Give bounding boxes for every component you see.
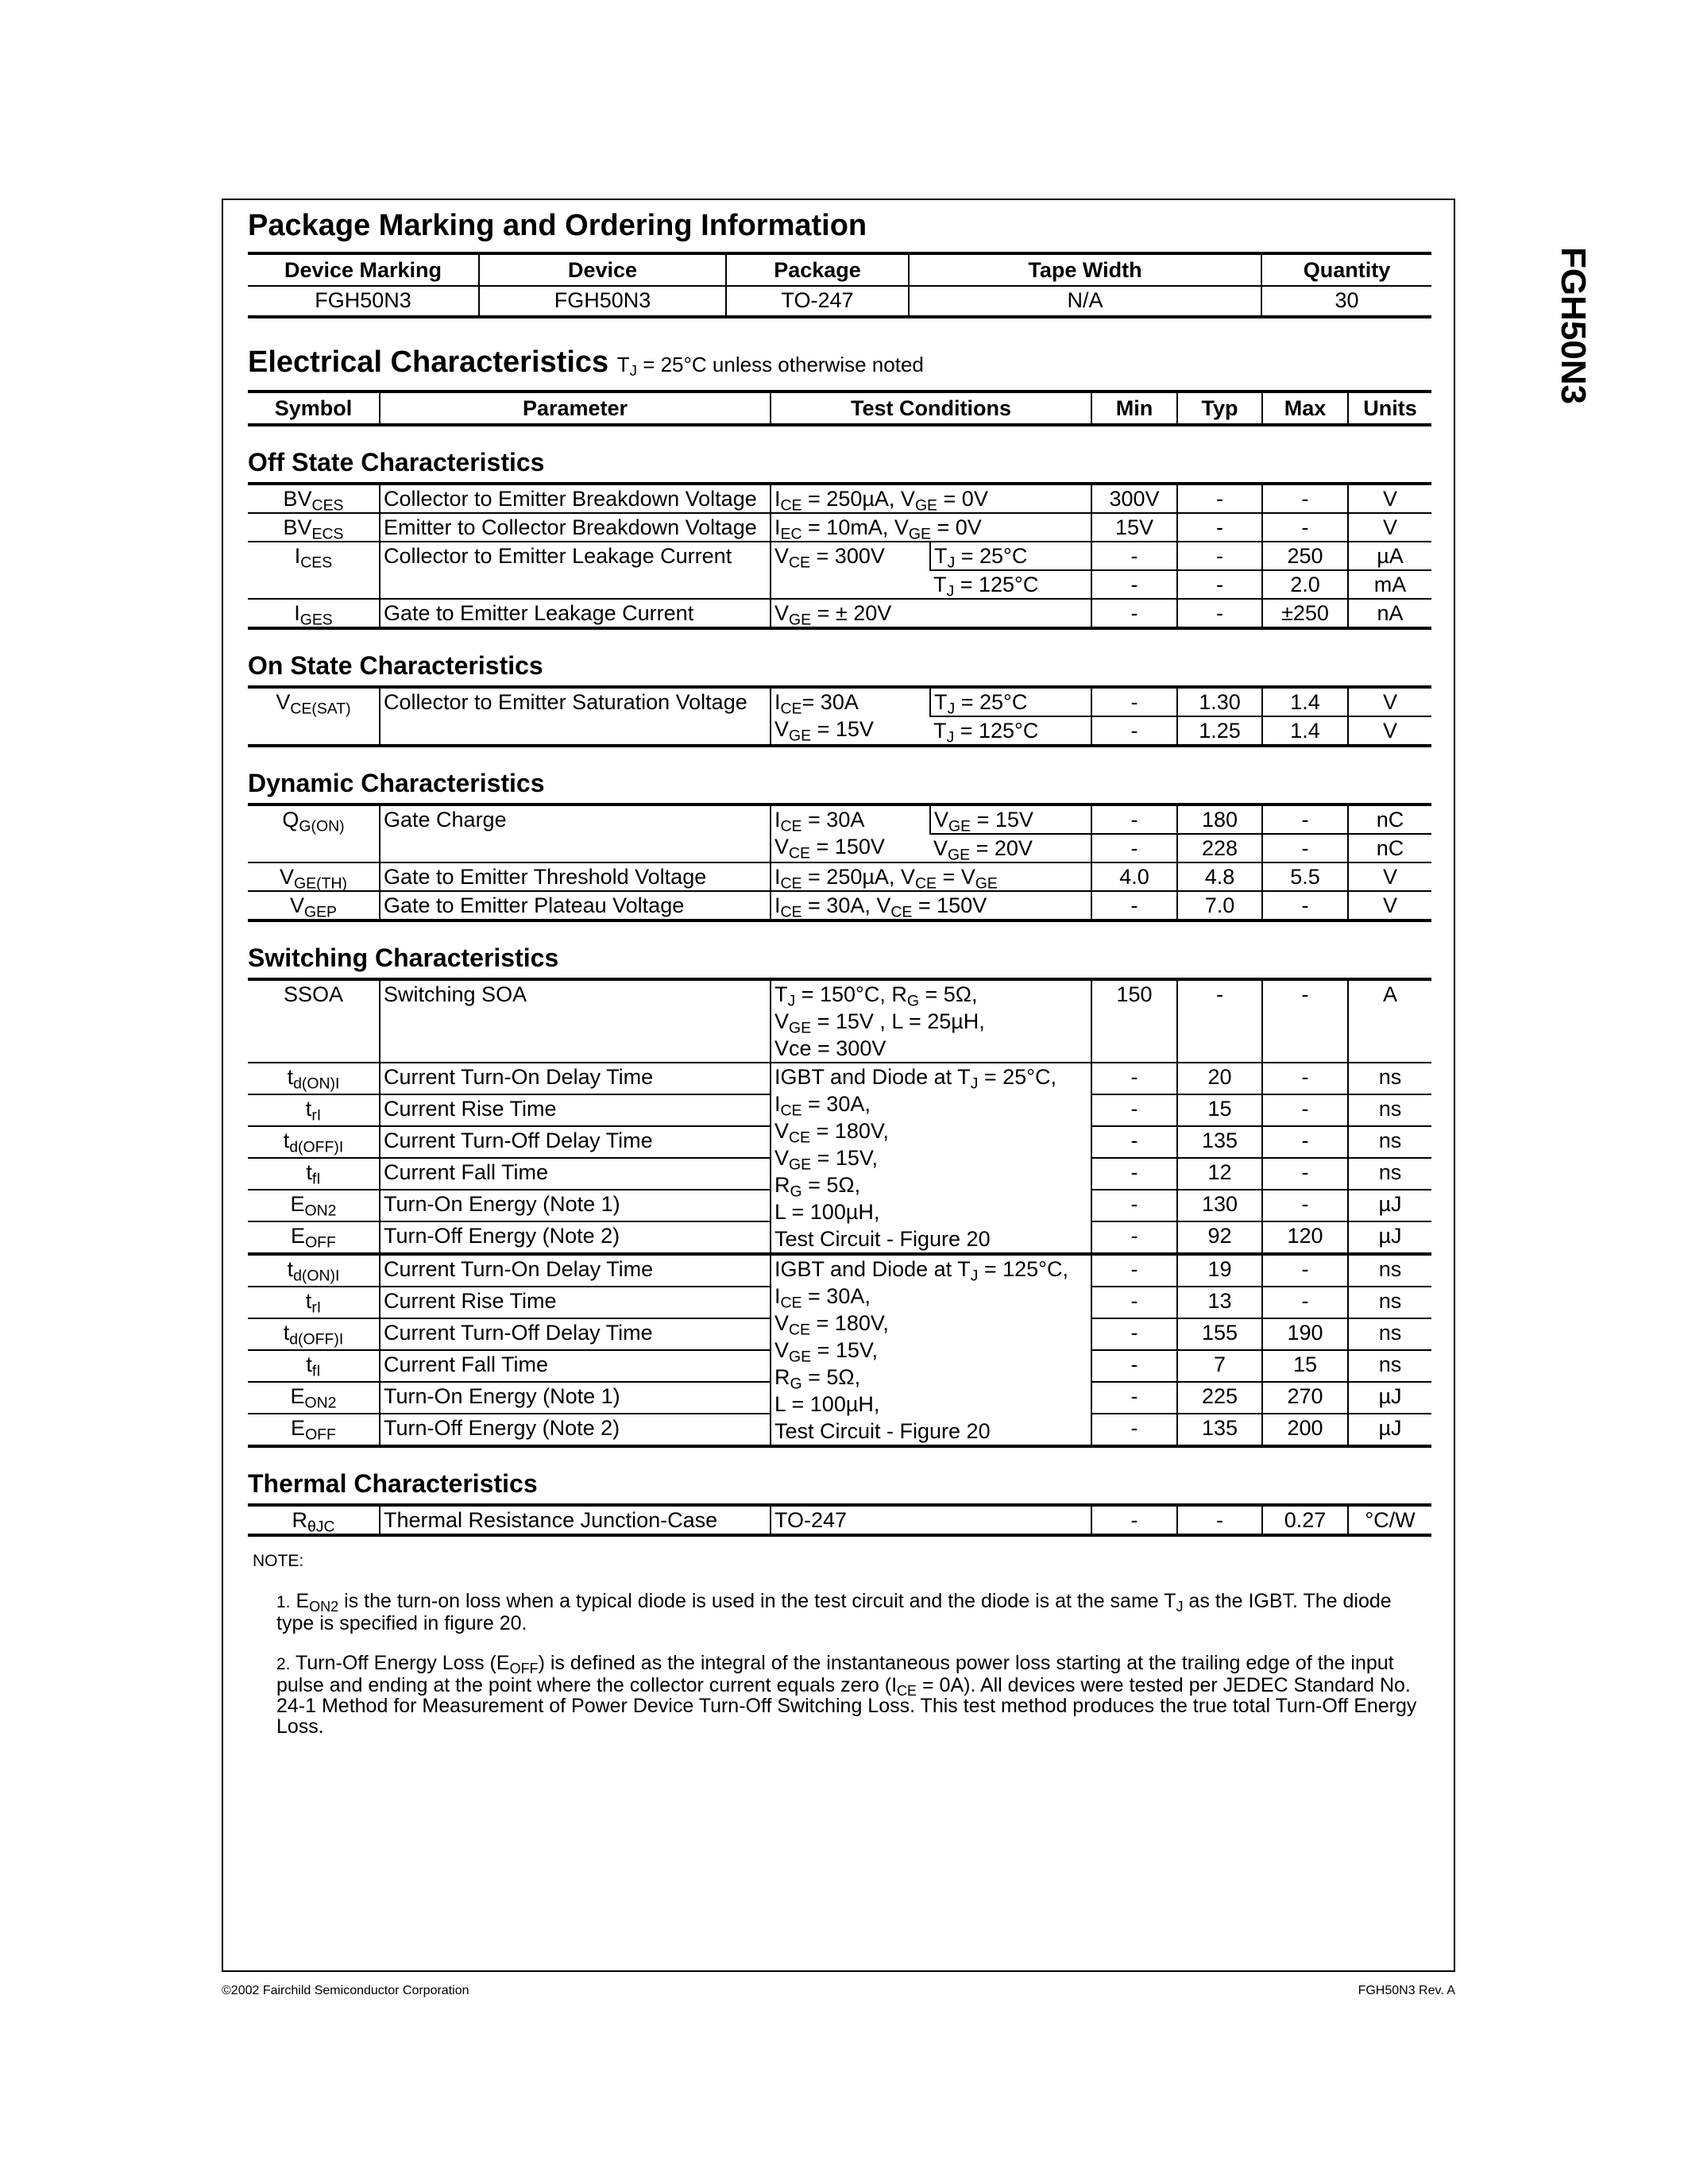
cell-units: µJ <box>1348 1190 1431 1221</box>
cell-min: - <box>1091 1158 1177 1190</box>
cell-parameter: Emitter to Collector Breakdown Voltage <box>380 513 771 542</box>
cell-typ: 4.8 <box>1177 862 1262 891</box>
cell-symbol: $t_{d(OFF)I}$ <box>248 1126 380 1158</box>
cell-max: 1.4 <box>1262 716 1348 746</box>
switching-125c-group <box>248 1254 1431 1446</box>
cell-parameter: Turn-Off Energy (Note 2) <box>380 1414 771 1446</box>
cell-units: mA <box>1348 570 1431 599</box>
cell-units: µJ <box>1348 1382 1431 1414</box>
cell-min: - <box>1091 834 1177 862</box>
cell-symbol: $t_{fI}$ <box>248 1158 380 1190</box>
cell-typ: 225 <box>1177 1382 1262 1414</box>
cell-parameter: Turn-On Energy (Note 1) <box>380 1190 771 1221</box>
cell-conditions: $I_{CE} = 250\mu A$, $V_{GE} = 0V$ <box>771 484 1091 513</box>
cell-max: 15 <box>1262 1350 1348 1382</box>
cell-typ: - <box>1177 484 1262 513</box>
cell-parameter: Thermal Resistance Junction-Case <box>380 1505 771 1535</box>
cell-min: - <box>1091 1414 1177 1446</box>
group-title: On State Characteristics <box>248 651 543 680</box>
note-2-number: 2. <box>276 1655 291 1673</box>
cell-sub-condition: $T_J = 25^\circ C$ <box>930 542 1091 570</box>
cell-symbol: $E_{ON2}$ <box>248 1382 380 1414</box>
cell-units: °C/W <box>1348 1505 1431 1535</box>
table-row <box>248 1254 1431 1287</box>
cell-min: - <box>1091 1287 1177 1318</box>
cell-max: 270 <box>1262 1382 1348 1414</box>
header-parameter: Parameter <box>380 392 771 425</box>
cell-units: ns <box>1348 1158 1431 1190</box>
cell-parameter: Gate to Emitter Leakage Current <box>380 599 771 628</box>
cell-max: 200 <box>1262 1414 1348 1446</box>
cell-parameter: Turn-On Energy (Note 1) <box>380 1382 771 1414</box>
cell-symbol: $I_{GES}$ <box>248 599 380 628</box>
cell-parameter: Collector to Emitter Leakage Current <box>380 542 771 599</box>
cell-max: ±250 <box>1262 599 1348 628</box>
cell-parameter: Switching SOA <box>380 979 771 1063</box>
header-min: Min <box>1091 392 1177 425</box>
cell-symbol: $V_{GE(TH)}$ <box>248 862 380 891</box>
cell-typ: 135 <box>1177 1414 1262 1446</box>
cell-units: V <box>1348 862 1431 891</box>
cell-units: nC <box>1348 805 1431 834</box>
cell-sub-condition: $V_{GE} = 15V$ <box>930 805 1091 834</box>
group-switching <box>248 920 1431 979</box>
cell-max: - <box>1262 1063 1348 1094</box>
footer-revision: FGH50N3 Rev. A <box>1358 1984 1455 1997</box>
cell-min: - <box>1091 891 1177 920</box>
datasheet-content <box>248 210 1431 1737</box>
notes-label: NOTE: <box>253 1552 304 1570</box>
cell-min: - <box>1091 1063 1177 1094</box>
cell-units: V <box>1348 716 1431 746</box>
cell-typ: 135 <box>1177 1126 1262 1158</box>
cell-min: - <box>1091 1505 1177 1535</box>
cell-units: A <box>1348 979 1431 1063</box>
cell-max: - <box>1262 1094 1348 1126</box>
row-ices-25c <box>248 542 1431 570</box>
row-ssoa <box>248 979 1431 1063</box>
cell-typ: 228 <box>1177 834 1262 862</box>
cell-conditions: $I_{CE} = 30A$ $V_{CE} = 150V$ <box>771 805 930 862</box>
switching-25c-group <box>248 1063 1431 1254</box>
cell-device: FGH50N3 <box>479 286 726 317</box>
cell-units: ns <box>1348 1254 1431 1287</box>
cell-min: - <box>1091 570 1177 599</box>
cell-min: - <box>1091 1190 1177 1221</box>
cell-typ: - <box>1177 599 1262 628</box>
group-title: Switching Characteristics <box>248 943 559 972</box>
cell-sub-condition: $T_J = 25^\circ C$ <box>930 687 1091 716</box>
cell-sub-condition: $T_J = 125^\circ C$ <box>930 570 1091 599</box>
note-1 <box>276 1591 1431 1634</box>
group-title: Thermal Characteristics <box>248 1469 538 1498</box>
cell-conditions: $V_{CE} = 300V$ <box>771 542 930 599</box>
group-dynamic <box>248 746 1431 805</box>
cell-conditions: $V_{GE}$ = ± 20V <box>771 599 1091 628</box>
cell-conditions: IGBT and Diode at $T_J = 125^\circ C$, $I_{CE} = 30A$, $V_{CE} = 180V$, $V_{GE} = 15V$, $R_G = 5\Omega$, L = 100µH, Test Circuit - Figure 20 <box>771 1254 1091 1446</box>
cell-max: 0.27 <box>1262 1505 1348 1535</box>
cell-typ: 13 <box>1177 1287 1262 1318</box>
cell-max: - <box>1262 979 1348 1063</box>
row-iges <box>248 599 1431 628</box>
cell-parameter: Current Turn-Off Delay Time <box>380 1126 771 1158</box>
header-device-marking: Device Marking <box>248 253 479 286</box>
cell-symbol: $t_{fI}$ <box>248 1350 380 1382</box>
cell-max: 190 <box>1262 1318 1348 1350</box>
header-max: Max <box>1262 392 1348 425</box>
cell-max: - <box>1262 1254 1348 1287</box>
cell-min: - <box>1091 805 1177 834</box>
header-package: Package <box>726 253 909 286</box>
cell-typ: 155 <box>1177 1318 1262 1350</box>
cell-min: - <box>1091 1382 1177 1414</box>
cell-parameter: Current Turn-On Delay Time <box>380 1063 771 1094</box>
cell-units: ns <box>1348 1126 1431 1158</box>
cell-units: V <box>1348 484 1431 513</box>
cell-typ: - <box>1177 979 1262 1063</box>
row-vgep <box>248 891 1431 920</box>
cell-typ: 92 <box>1177 1221 1262 1254</box>
electrical-title <box>248 345 1431 380</box>
cell-units: ns <box>1348 1063 1431 1094</box>
cell-symbol: $Q_{G(ON)}$ <box>248 805 380 862</box>
cell-min: - <box>1091 1350 1177 1382</box>
cell-units: ns <box>1348 1350 1431 1382</box>
cell-symbol: $t_{rI}$ <box>248 1287 380 1318</box>
cell-parameter: Current Turn-Off Delay Time <box>380 1318 771 1350</box>
group-title: Off State Characteristics <box>248 448 545 477</box>
row-vgeth <box>248 862 1431 891</box>
cell-symbol: $BV_{ECS}$ <box>248 513 380 542</box>
note-1-text: $E_{ON2}$ is the turn-on loss when a typical diode is used in the test circuit and the diode is at the same $T_J$ as the IGBT. The diode type is specified in figure 20. <box>276 1590 1392 1634</box>
cell-typ: - <box>1177 513 1262 542</box>
cell-min: - <box>1091 1126 1177 1158</box>
cell-typ: 19 <box>1177 1254 1262 1287</box>
cell-conditions: TO-247 <box>771 1505 1091 1535</box>
note-2 <box>276 1653 1431 1737</box>
cell-units: nA <box>1348 599 1431 628</box>
cell-sub-condition: $V_{GE} = 20V$ <box>930 834 1091 862</box>
row-qg-15v <box>248 805 1431 834</box>
cell-symbol: $I_{CES}$ <box>248 542 380 599</box>
cell-max: 1.4 <box>1262 687 1348 716</box>
cell-parameter: Current Fall Time <box>380 1350 771 1382</box>
cell-conditions: $I_{EC} = 10mA$, $V_{GE} = 0V$ <box>771 513 1091 542</box>
cell-max: - <box>1262 834 1348 862</box>
cell-units: µJ <box>1348 1414 1431 1446</box>
cell-min: - <box>1091 599 1177 628</box>
cell-typ: 20 <box>1177 1063 1262 1094</box>
cell-typ: 12 <box>1177 1158 1262 1190</box>
cell-max: - <box>1262 1190 1348 1221</box>
cell-symbol: $E_{OFF}$ <box>248 1414 380 1446</box>
group-title: Dynamic Characteristics <box>248 769 545 797</box>
electrical-header-row <box>248 392 1431 425</box>
header-typ: Typ <box>1177 392 1262 425</box>
cell-min: - <box>1091 1254 1177 1287</box>
row-vcesat-25c <box>248 687 1431 716</box>
ordering-table <box>248 252 1431 318</box>
cell-symbol: $t_{d(ON)I}$ <box>248 1254 380 1287</box>
cell-min: 15V <box>1091 513 1177 542</box>
note-2-text: Turn-Off Energy Loss $(E_{OFF})$ is defined as the integral of the instantaneous power loss starting at the trailing edge of the input pulse and ending at the point where the collector current equals zero $(I_{CE} = 0A)$. All devices were tested per JEDEC Standard No. 24-1 Method for Measurement of Power Device Turn-Off Switching Loss. This test method produces the true total Turn-Off Energy Loss. <box>276 1652 1417 1738</box>
cell-typ: 130 <box>1177 1190 1262 1221</box>
cell-conditions: $I_{CE} = 30A$, $V_{CE} = 150V$ <box>771 891 1091 920</box>
cell-parameter: Current Rise Time <box>380 1094 771 1126</box>
cell-package: TO-247 <box>726 286 909 317</box>
row-rthjc <box>248 1505 1431 1535</box>
cell-conditions: $T_J = 150^\circ C$, $R_G = 5\Omega$, $V_{GE} = 15V$ , L = 25µH, Vce = 300V <box>771 979 1091 1063</box>
cell-min: - <box>1091 687 1177 716</box>
group-thermal <box>248 1446 1431 1505</box>
header-quantity: Quantity <box>1261 253 1431 286</box>
cell-max: - <box>1262 891 1348 920</box>
cell-max: - <box>1262 484 1348 513</box>
cell-min: - <box>1091 542 1177 570</box>
cell-symbol: $V_{GEP}$ <box>248 891 380 920</box>
cell-max: - <box>1262 805 1348 834</box>
cell-typ: - <box>1177 1505 1262 1535</box>
header-units: Units <box>1348 392 1431 425</box>
cell-sub-condition: $T_J = 125^\circ C$ <box>930 716 1091 746</box>
cell-parameter: Gate to Emitter Plateau Voltage <box>380 891 771 920</box>
cell-tape-width: N/A <box>909 286 1261 317</box>
cell-symbol: $E_{ON2}$ <box>248 1190 380 1221</box>
cell-symbol: $R_{\theta JC}$ <box>248 1505 380 1535</box>
cell-typ: - <box>1177 542 1262 570</box>
ordering-row <box>248 286 1431 317</box>
cell-symbol: $t_{rI}$ <box>248 1094 380 1126</box>
cell-parameter: Turn-Off Energy (Note 2) <box>380 1221 771 1254</box>
cell-units: ns <box>1348 1287 1431 1318</box>
cell-symbol: $E_{OFF}$ <box>248 1221 380 1254</box>
cell-parameter: Current Fall Time <box>380 1158 771 1190</box>
cell-typ: 7 <box>1177 1350 1262 1382</box>
cell-units: V <box>1348 687 1431 716</box>
cell-max: - <box>1262 513 1348 542</box>
cell-typ: 180 <box>1177 805 1262 834</box>
header-device: Device <box>479 253 726 286</box>
note-1-number: 1. <box>276 1593 291 1611</box>
cell-units: µJ <box>1348 1221 1431 1254</box>
row-bvecs <box>248 513 1431 542</box>
cell-units: µA <box>1348 542 1431 570</box>
cell-typ: 7.0 <box>1177 891 1262 920</box>
cell-max: - <box>1262 1287 1348 1318</box>
cell-max: 2.0 <box>1262 570 1348 599</box>
cell-max: 120 <box>1262 1221 1348 1254</box>
cell-parameter: Gate to Emitter Threshold Voltage <box>380 862 771 891</box>
cell-typ: 15 <box>1177 1094 1262 1126</box>
cell-parameter: Current Rise Time <box>380 1287 771 1318</box>
cell-symbol: $t_{d(OFF)I}$ <box>248 1318 380 1350</box>
cell-min: 300V <box>1091 484 1177 513</box>
group-on-state <box>248 628 1431 687</box>
cell-min: 4.0 <box>1091 862 1177 891</box>
cell-max: - <box>1262 1158 1348 1190</box>
cell-quantity: 30 <box>1261 286 1431 317</box>
row-bvces <box>248 484 1431 513</box>
cell-conditions: $I_{CE} = 250\mu A$, $V_{CE} = V_{GE}$ <box>771 862 1091 891</box>
cell-symbol: $t_{d(ON)I}$ <box>248 1063 380 1094</box>
cell-min: - <box>1091 1221 1177 1254</box>
cell-symbol: $BV_{CES}$ <box>248 484 380 513</box>
electrical-title-text: Electrical Characteristics <box>248 345 609 379</box>
cell-units: ns <box>1348 1094 1431 1126</box>
notes <box>248 1551 1431 1737</box>
electrical-title-condition: $T_J = 25^\circ C$ unless otherwise noted <box>616 353 924 380</box>
cell-typ: 1.30 <box>1177 687 1262 716</box>
header-test-conditions: Test Conditions <box>771 392 1091 425</box>
side-part-number: FGH50N3 <box>1554 246 1593 405</box>
cell-symbol: $V_{CE(SAT)}$ <box>248 687 380 746</box>
electrical-table <box>248 390 1431 1537</box>
cell-parameter: Collector to Emitter Breakdown Voltage <box>380 484 771 513</box>
ordering-title: Package Marking and Ordering Information <box>248 209 867 242</box>
cell-min: - <box>1091 1318 1177 1350</box>
cell-units: V <box>1348 891 1431 920</box>
cell-min: - <box>1091 716 1177 746</box>
cell-units: nC <box>1348 834 1431 862</box>
cell-conditions: IGBT and Diode at $T_J = 25^\circ C$, $I_{CE} = 30A$, $V_{CE} = 180V$, $V_{GE} = 15V$, $R_G = 5\Omega$, L = 100µH, Test Circuit - Figure 20 <box>771 1063 1091 1254</box>
header-symbol: Symbol <box>248 392 380 425</box>
footer-copyright: ©2002 Fairchild Semiconductor Corporation <box>222 1984 469 1997</box>
table-row <box>248 1063 1431 1094</box>
cell-symbol: SSOA <box>248 979 380 1063</box>
cell-typ: - <box>1177 570 1262 599</box>
ordering-header-row <box>248 253 1431 286</box>
cell-units: ns <box>1348 1318 1431 1350</box>
group-off-state <box>248 425 1431 484</box>
cell-min: 150 <box>1091 979 1177 1063</box>
cell-conditions: $I_{CE}= 30A$ $V_{GE} = 15V$ <box>771 687 930 746</box>
cell-max: - <box>1262 1126 1348 1158</box>
cell-device-marking: FGH50N3 <box>248 286 479 317</box>
cell-max: 250 <box>1262 542 1348 570</box>
cell-typ: 1.25 <box>1177 716 1262 746</box>
cell-parameter: Current Turn-On Delay Time <box>380 1254 771 1287</box>
cell-parameter: Gate Charge <box>380 805 771 862</box>
cell-units: V <box>1348 513 1431 542</box>
cell-max: 5.5 <box>1262 862 1348 891</box>
cell-parameter: Collector to Emitter Saturation Voltage <box>380 687 771 746</box>
header-tape-width: Tape Width <box>909 253 1261 286</box>
cell-min: - <box>1091 1094 1177 1126</box>
